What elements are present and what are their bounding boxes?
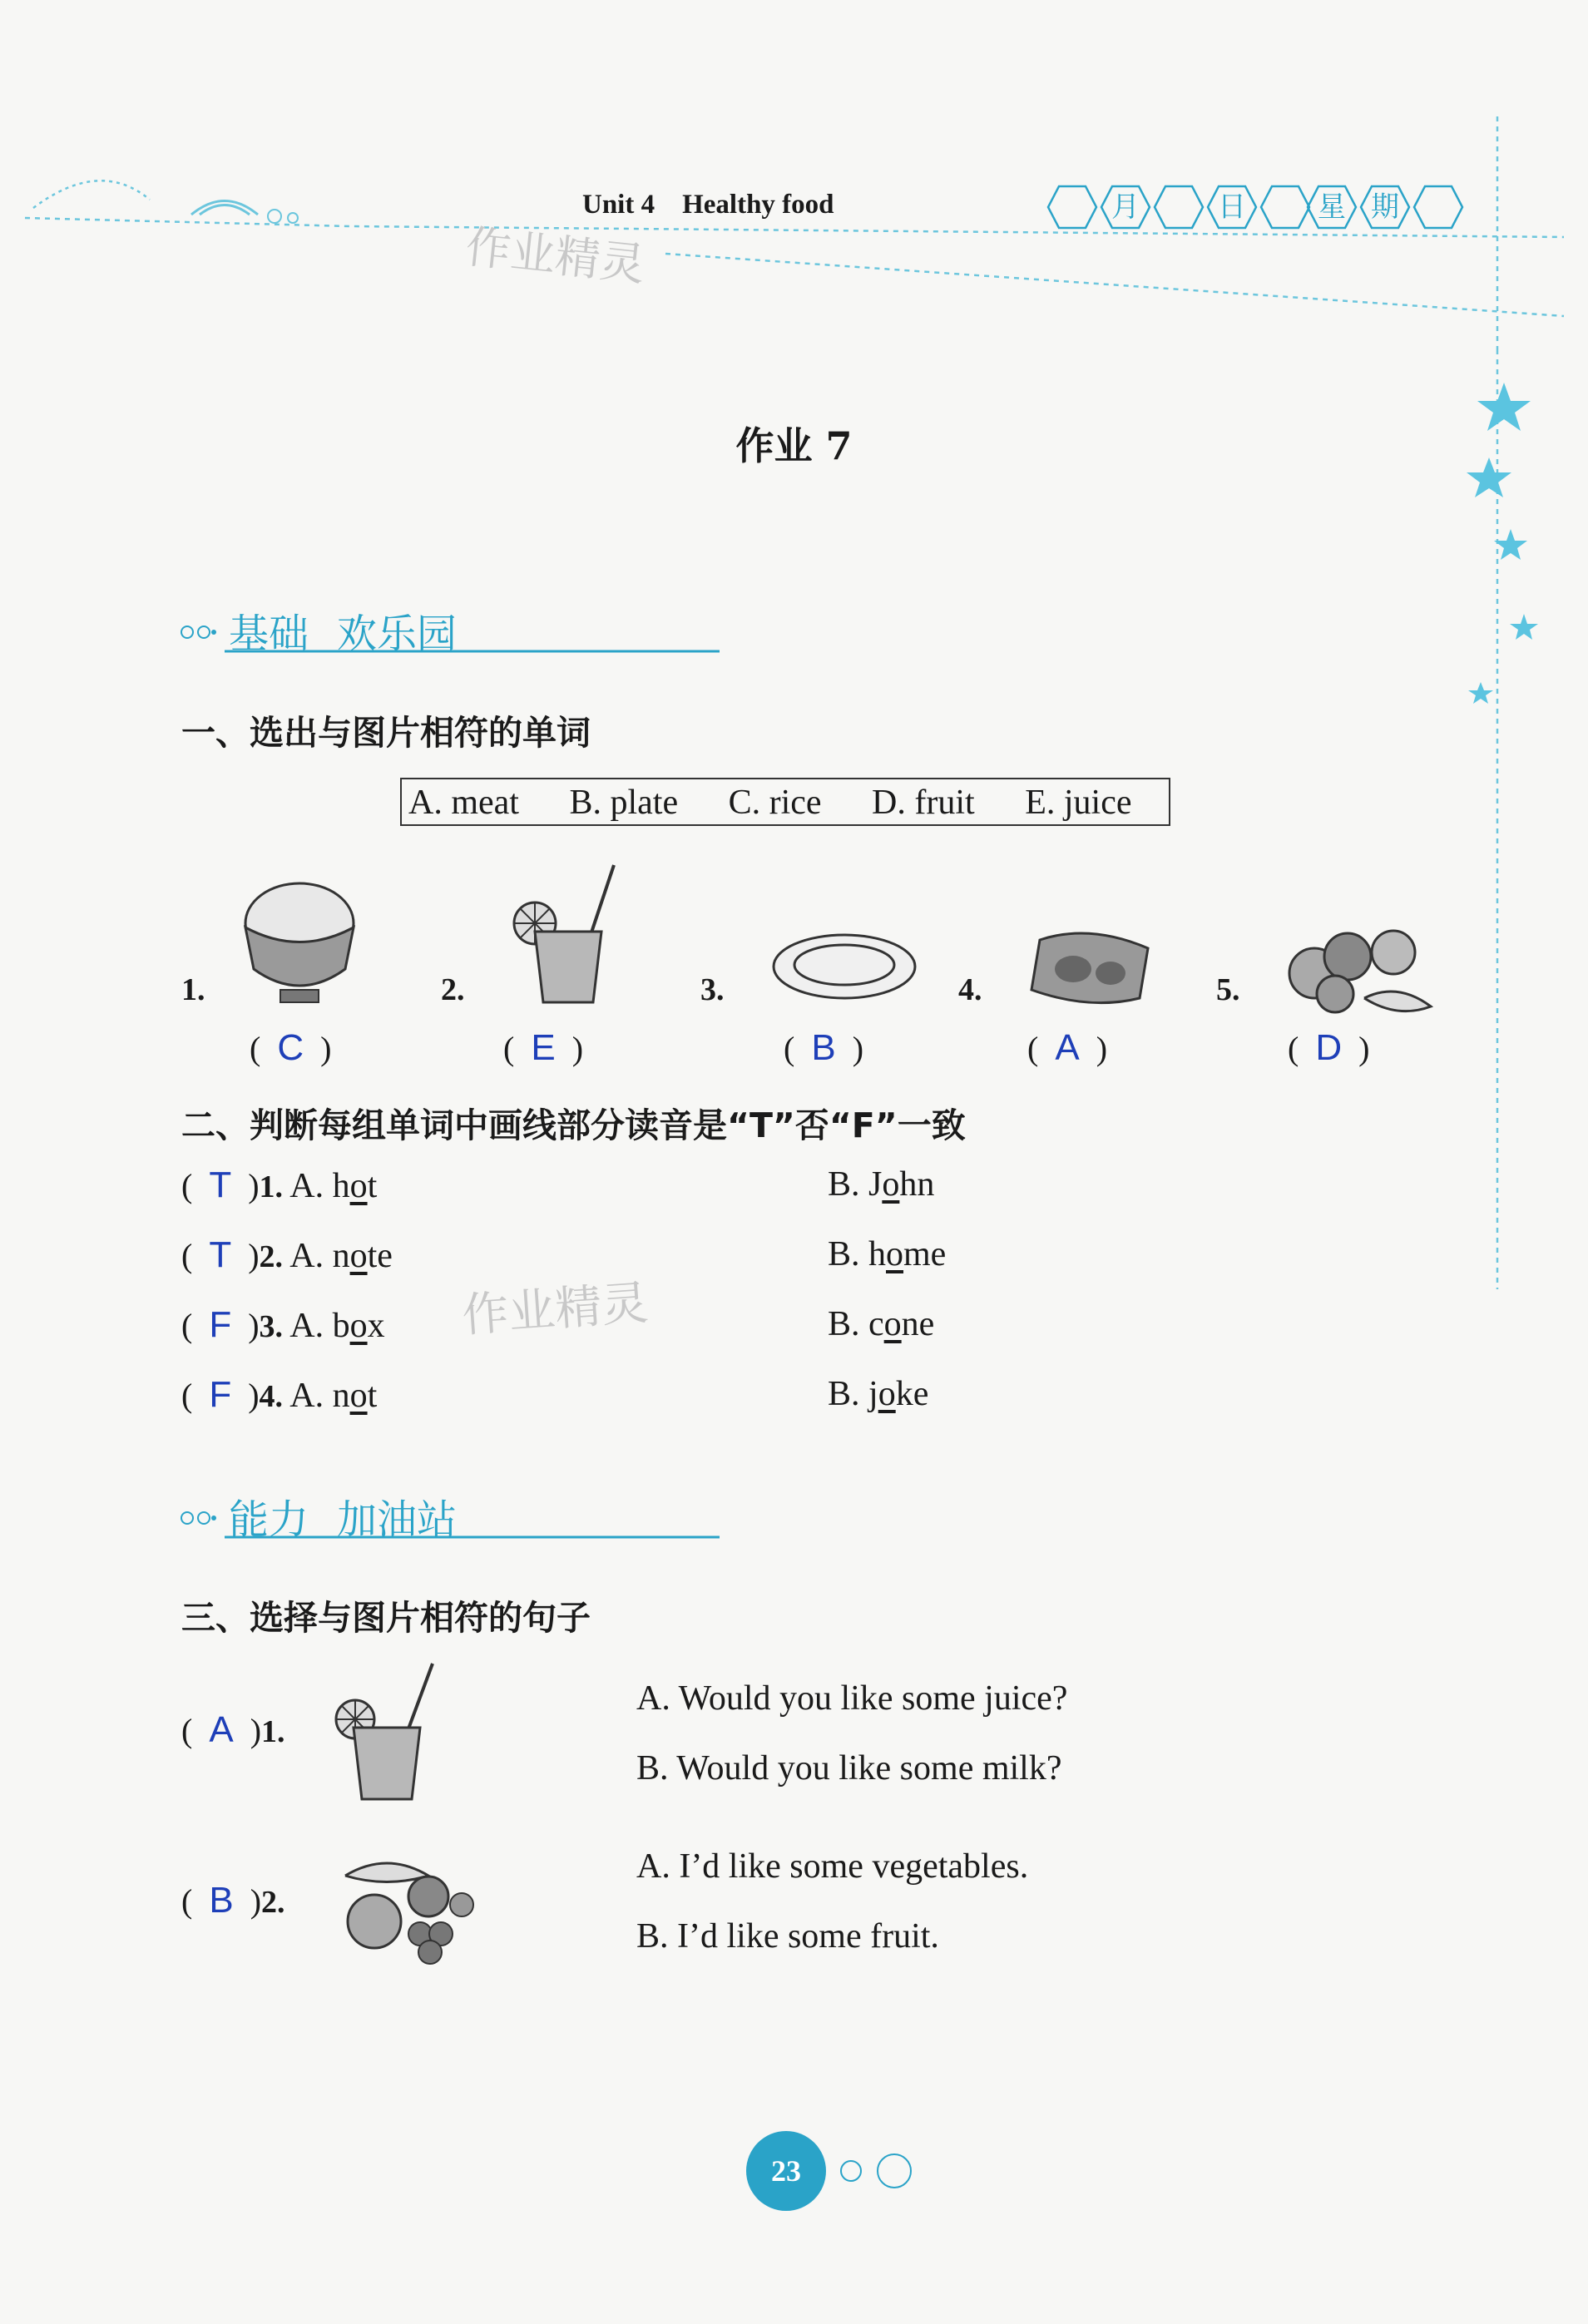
date-label-text: 星 [1318, 190, 1346, 224]
answer-blank[interactable]: ( F ) [181, 1304, 260, 1345]
question-2-heading: 二、判断每组单词中画线部分读音是“T”否“F”一致 [181, 1105, 966, 1145]
answer-letter: A [1055, 1027, 1080, 1068]
item-number: 4. [958, 972, 982, 1007]
item-number: 2. [441, 972, 465, 1007]
underlined-letter: o [882, 1165, 900, 1204]
word-part: t [367, 1167, 378, 1205]
question-1-heading: 一、选出与图片相符的单词 [181, 713, 591, 753]
word-part: B. J [828, 1165, 883, 1204]
answer-blank[interactable]: ( A ) [1027, 1027, 1108, 1068]
word-part: A. n [289, 1377, 350, 1415]
word-part: A. b [289, 1307, 350, 1345]
meat-icon [1023, 923, 1156, 1015]
underlined-letter: o [878, 1375, 896, 1413]
word-option: D. fruit [872, 784, 975, 822]
date-label [1206, 185, 1258, 230]
underlined-letter: o [883, 1305, 902, 1343]
item-number: 3. [700, 972, 725, 1007]
sentence-option: A. Would you like some juice? [636, 1679, 1068, 1718]
page-number: 23 [746, 2131, 826, 2211]
answer-blank[interactable]: ( F ) [181, 1374, 260, 1415]
word-part: hn [899, 1165, 935, 1204]
sentence-option: B. Would you like some milk? [636, 1749, 1062, 1788]
answer-letter: B [209, 1880, 234, 1921]
rice-bowl-icon [237, 873, 362, 1011]
page-number-bubbles-icon [836, 2150, 928, 2192]
date-blank-field[interactable] [1046, 185, 1098, 230]
word-part: x [367, 1307, 385, 1345]
fruit-basket-icon [1273, 907, 1439, 1023]
answer-blank[interactable]: ( A ) [181, 1709, 262, 1750]
word-part: A. h [289, 1167, 350, 1205]
item-number: 3. [259, 1309, 284, 1344]
item-number: 5. [1216, 972, 1240, 1007]
choice-row [181, 1880, 285, 1921]
answer-letter: F [209, 1304, 232, 1345]
answer-letter: T [209, 1234, 232, 1275]
answer-letter: B [811, 1027, 836, 1068]
right-border-decoration [1464, 349, 1564, 1306]
word-bank [400, 778, 1170, 826]
word-option: A. meat [408, 784, 519, 822]
item-number: 4. [259, 1379, 284, 1414]
juice-glass-icon [329, 1659, 445, 1805]
date-blank-field[interactable] [1259, 185, 1311, 230]
underlined-letter: o [349, 1307, 368, 1345]
word-option: B. plate [569, 784, 679, 822]
header-decoration [0, 0, 1588, 349]
body-watermark: 作业精灵 [460, 1276, 651, 1343]
section-banner-ability [179, 1481, 720, 1543]
sentence-option: B. I’d like some fruit. [636, 1917, 939, 1956]
word-part: B. j [828, 1375, 878, 1413]
word-part: te [367, 1237, 393, 1275]
date-blank-field[interactable] [1153, 185, 1205, 230]
unit-label: Unit 4 [582, 190, 655, 220]
word-option: C. rice [728, 784, 822, 822]
answer-letter: A [209, 1709, 234, 1750]
answer-blank[interactable]: ( C ) [250, 1027, 332, 1068]
section-name-b: 加油站 [337, 1496, 458, 1543]
answer-letter: C [277, 1027, 304, 1068]
sentence-option: A. I’d like some vegetables. [636, 1847, 1029, 1886]
word-part: t [367, 1377, 378, 1415]
answer-blank[interactable]: ( D ) [1288, 1027, 1370, 1068]
answer-blank[interactable]: ( T ) [181, 1234, 260, 1275]
section-banner-basic [179, 595, 720, 657]
date-label-text: 期 [1371, 190, 1399, 224]
item-number: 1. [261, 1714, 285, 1749]
word-part: ne [901, 1305, 935, 1343]
question-3-heading: 三、选择与图片相符的句子 [181, 1598, 591, 1638]
word-b [828, 1234, 946, 1274]
word-part: A. n [289, 1237, 350, 1275]
word-a [289, 1377, 377, 1415]
judgement-row [181, 1304, 385, 1346]
header-watermark: 作业精灵 [463, 220, 648, 292]
date-label [1100, 185, 1151, 230]
running-header [582, 190, 834, 220]
answer-blank[interactable]: ( B ) [181, 1880, 262, 1921]
judgement-row [181, 1164, 377, 1206]
date-label [1306, 185, 1358, 230]
answer-blank[interactable]: ( T ) [181, 1164, 260, 1205]
word-part: ke [895, 1375, 929, 1413]
word-part: B. c [828, 1305, 884, 1343]
date-blank-field[interactable] [1412, 185, 1464, 230]
judgement-row [181, 1234, 393, 1276]
item-number: 2. [261, 1885, 285, 1920]
date-label-text: 月 [1111, 190, 1140, 224]
word-b [828, 1304, 934, 1344]
answer-blank[interactable]: ( E ) [503, 1027, 584, 1068]
answer-blank[interactable]: ( B ) [784, 1027, 864, 1068]
underlined-letter: o [349, 1237, 368, 1275]
plate-icon [769, 932, 919, 1002]
item-number: 2. [259, 1239, 284, 1274]
star-icon [1468, 682, 1493, 704]
item-number: 1. [259, 1169, 284, 1204]
section-name-a: 能力 [229, 1496, 309, 1543]
word-part: B. h [828, 1235, 887, 1273]
page-title: 作业 7 [735, 423, 853, 468]
answer-letter: F [209, 1374, 232, 1415]
date-label [1359, 185, 1411, 230]
item-number: 1. [181, 972, 205, 1007]
word-a [289, 1237, 393, 1275]
star-icon [1494, 529, 1527, 560]
word-b [828, 1374, 928, 1414]
section-name-a: 基础 [229, 611, 309, 657]
juice-glass-icon [506, 861, 631, 1011]
underlined-letter: o [349, 1167, 368, 1205]
star-icon [1510, 614, 1538, 640]
topic-label: Healthy food [682, 190, 834, 220]
answer-letter: E [531, 1027, 556, 1068]
fruit-pile-icon [337, 1842, 487, 1967]
underlined-letter: o [349, 1377, 368, 1415]
answer-letter: T [209, 1164, 232, 1205]
date-label-text: 日 [1218, 190, 1246, 224]
word-part: me [903, 1235, 947, 1273]
choice-row [181, 1709, 285, 1751]
judgement-row [181, 1374, 377, 1416]
section-name-b: 欢乐园 [337, 611, 458, 657]
answer-letter: D [1315, 1027, 1343, 1068]
word-a [289, 1167, 377, 1205]
word-b [828, 1164, 934, 1204]
underlined-letter: o [886, 1235, 904, 1273]
word-option: E. juice [1025, 784, 1132, 822]
word-a [289, 1307, 384, 1345]
